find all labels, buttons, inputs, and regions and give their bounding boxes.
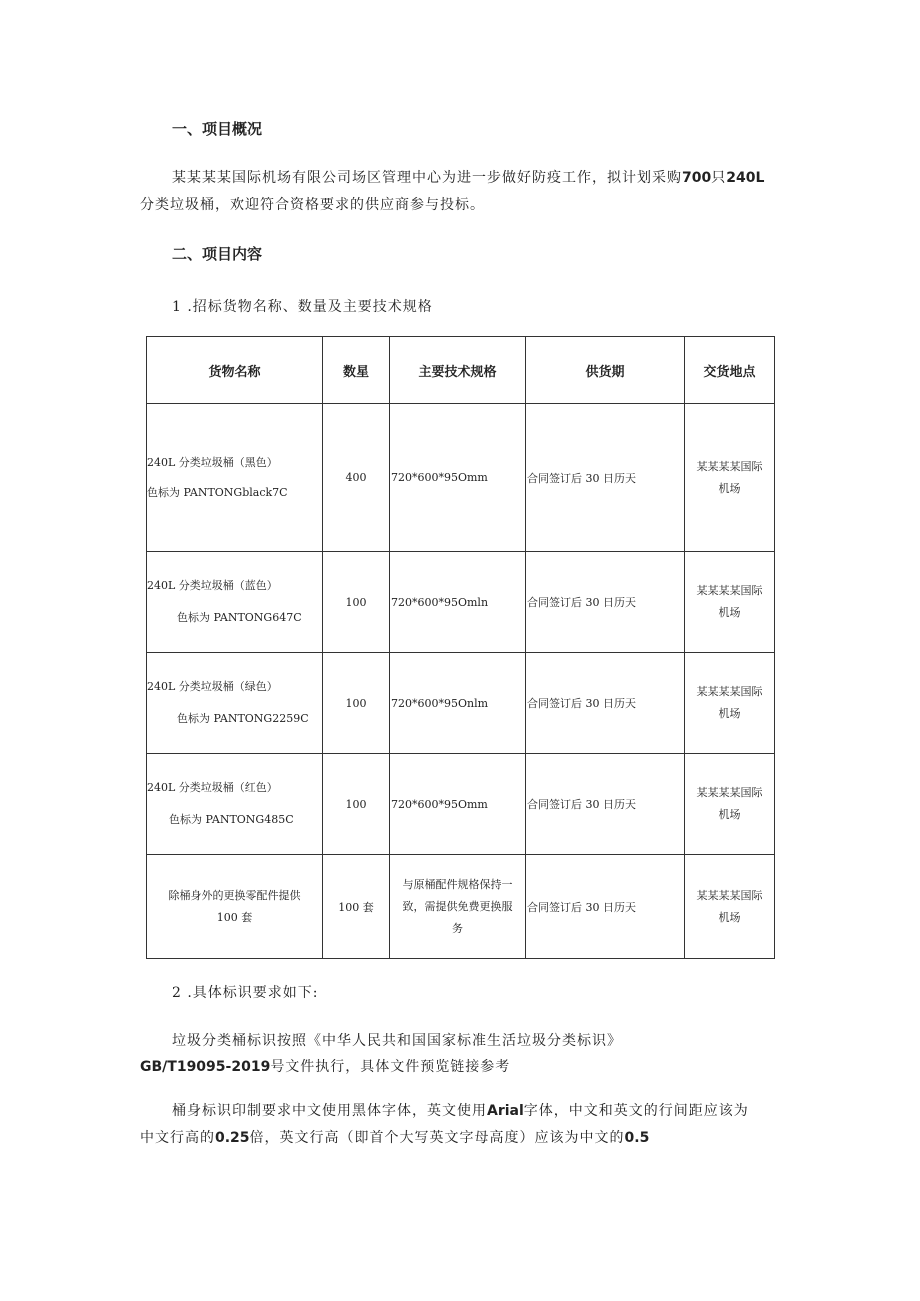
- goods-name-cell: 除桶身外的更换零配件提供 100 套: [147, 855, 323, 959]
- header-delivery-period: 供货期: [526, 337, 685, 404]
- location-cell: 某某某某国际 机场: [685, 754, 775, 855]
- period-cell: 合同签订后 30 日历天: [526, 653, 685, 754]
- header-quantity: 数星: [323, 337, 390, 404]
- table-row: [147, 855, 775, 959]
- quantity-cell: 400: [323, 404, 390, 552]
- header-delivery-location: 交货地点: [685, 337, 775, 404]
- table-row: [147, 552, 775, 653]
- item-1-title: 1 .招标货物名称、数量及主要技术规格: [172, 299, 433, 315]
- location-cell: 某某某某国际 机场: [685, 653, 775, 754]
- table-row: [147, 404, 775, 552]
- period-cell: 合同签订后 30 日历天: [526, 855, 685, 959]
- header-spec: 主要技术规格: [390, 337, 526, 404]
- period-cell: 合同签订后 30 日历天: [526, 754, 685, 855]
- period-cell: 合同签订后 30 日历天: [526, 404, 685, 552]
- print-requirement-line-2: 中文行高的0.25倍，英文行高（即首个大写英文字母高度）应该为中文的0.5: [140, 1130, 650, 1146]
- overview-paragraph-line-2: 分类垃圾桶，欢迎符合资格要求的供应商参与投标。: [140, 197, 485, 213]
- location-cell: 某某某某国际 机场: [685, 404, 775, 552]
- goods-name-cell: 240L 分类垃圾桶（绿色） 色标为 PANTONG2259C: [147, 653, 323, 754]
- spec-cell: 与原桶配件规格保持一 致，需提供免费更换服 务: [390, 855, 526, 959]
- standard-paragraph-line-2: GB/T19095-2019号文件执行，具体文件预览链接参考: [140, 1059, 511, 1075]
- header-goods-name: 货物名称: [147, 337, 323, 404]
- goods-name-cell: 240L 分类垃圾桶（黑色） 色标为 PANTONGblack7C: [147, 404, 323, 552]
- period-cell: 合同签订后 30 日历天: [526, 552, 685, 653]
- location-cell: 某某某某国际 机场: [685, 552, 775, 653]
- table-row: [147, 754, 775, 855]
- goods-name-cell: 240L 分类垃圾桶（蓝色） 色标为 PANTONG647C: [147, 552, 323, 653]
- section-2-heading: 二、项目内容: [172, 245, 263, 263]
- overview-paragraph-line-1: 某某某某国际机场有限公司场区管理中心为进一步做好防疫工作，拟计划采购700只240L: [172, 170, 765, 186]
- standard-paragraph-line-1: 垃圾分类桶标识按照《中华人民共和国国家标准生活垃圾分类标识》: [172, 1033, 622, 1049]
- goods-table: [146, 336, 775, 959]
- table-header-row: [147, 337, 775, 404]
- location-cell: 某某某某国际 机场: [685, 855, 775, 959]
- print-requirement-line-1: 桶身标识印制要求中文使用黑体字体，英文使用Arial字体，中文和英文的行间距应该为: [172, 1103, 749, 1119]
- goods-name-cell: 240L 分类垃圾桶（红色） 色标为 PANTONG485C: [147, 754, 323, 855]
- section-1-heading: 一、项目概况: [172, 120, 263, 138]
- item-2-title: 2 .具体标识要求如下:: [172, 985, 319, 1001]
- table-row: [147, 653, 775, 754]
- quantity-cell: 100: [323, 552, 390, 653]
- quantity-cell: 100: [323, 754, 390, 855]
- spec-cell: 720*600*95Omln: [390, 552, 526, 653]
- spec-cell: 720*600*95Omm: [390, 404, 526, 552]
- spec-cell: 720*600*95Onlm: [390, 653, 526, 754]
- spec-cell: 720*600*95Omm: [390, 754, 526, 855]
- quantity-cell: 100: [323, 653, 390, 754]
- quantity-cell: 100 套: [323, 855, 390, 959]
